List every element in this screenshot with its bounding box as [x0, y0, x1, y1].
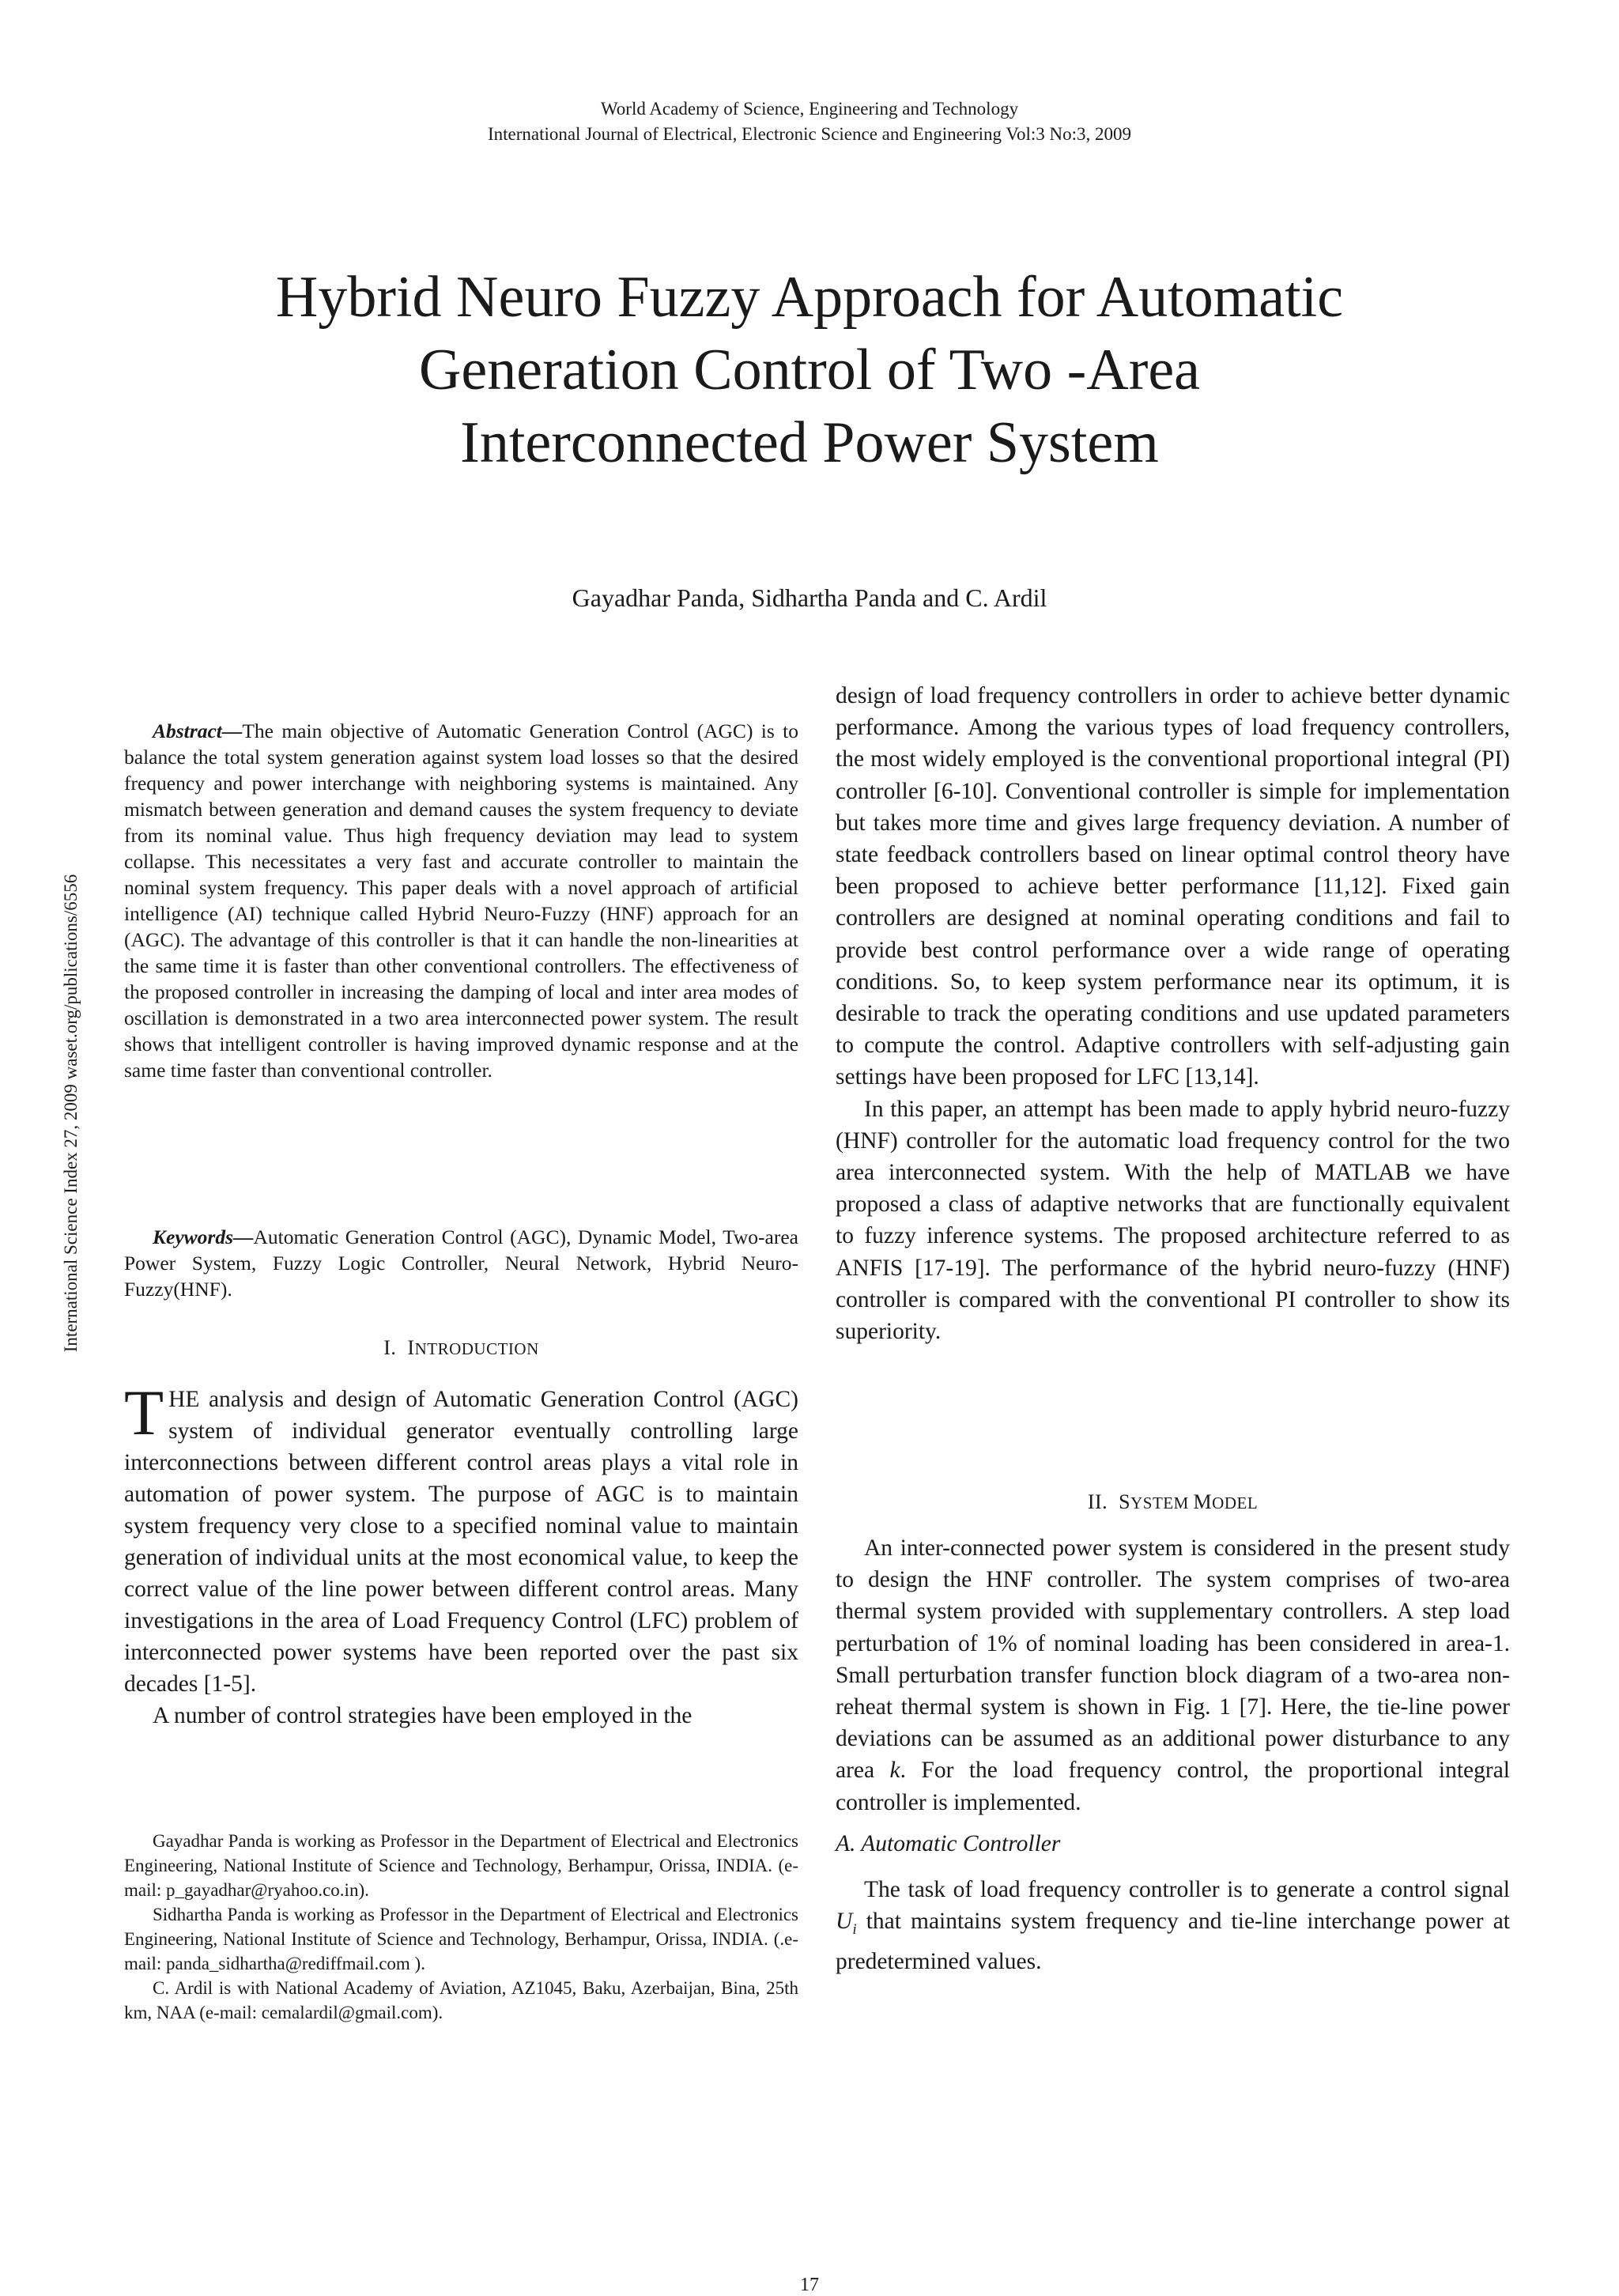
header-line-1: World Academy of Science, Engineering and Technology [600, 99, 1019, 119]
section-title-initial-2: M [1193, 1490, 1213, 1513]
section-title-rest: NTRODUCTION [414, 1339, 539, 1358]
footnote-3: C. Ardil is with National Academy of Aviation, AZ1045, Baku, Azerbaijan, Bina, 25th km, NAA (e-mail: cemalardil@gmail.com). [124, 1978, 798, 2022]
variable-u: U [836, 1909, 853, 1935]
section-heading-introduction [124, 1336, 798, 1360]
keywords-label: Keywords— [153, 1225, 254, 1248]
section-title-part-2: ODEL [1212, 1494, 1259, 1512]
abstract [124, 718, 798, 1083]
subsection-heading-automatic-controller: A. Automatic Controller [836, 1830, 1061, 1856]
introduction-body [124, 1376, 798, 1731]
section-number: I. [383, 1336, 397, 1359]
abstract-label: Abstract— [153, 719, 243, 742]
header-line-2: International Journal of Electrical, Electronic Science and Engineering Vol:3 No:3, 2009 [487, 124, 1132, 144]
drop-cap: T [124, 1376, 164, 1448]
abstract-text: The main objective of Automatic Generation Control (AGC) is to balance the total system generation against system load losses so that the desired frequency and power interchange with neighboring systems is maintained. Any mismatch between generation and demand causes the system frequency to deviate from its nominal value. Thus high frequency deviation may lead to system collapse. This necessitates a very fast and accurate controller to maintain the nominal system frequency. This paper deals with a novel approach of artificial intelligence (AI) technique called Hybrid Neuro-Fuzzy (HNF) approach for an (AGC). The advantage of this controller is that it can handle the non-linearities at the same time it is faster than other conventional controllers. The effectiveness of the proposed controller in increasing the damping of local and inter area modes of oscillation is demonstrated in a two area interconnected power system. The result shows that intelligent controller is having improved dynamic response and at the same time faster than conventional controller. [124, 719, 798, 1082]
system-model-body [836, 1532, 1510, 1978]
section-title-part: YSTEM [1130, 1494, 1194, 1512]
keywords-text: Automatic Generation Control (AGC), Dynamic Model, Two-area Power System, Fuzzy Logic Controller, Neural Network, Hybrid Neuro-Fuzzy(HNF). [124, 1225, 798, 1301]
automatic-controller-paragraph: The task of load frequency controller is to generate a control signal $U_i$ that maintains system frequency and tie-line interchange power at predetermined values. [836, 1877, 1510, 1975]
section-number: II. [1087, 1490, 1108, 1513]
title-line-3: Interconnected Power System [460, 410, 1159, 475]
system-model-paragraph: An inter-connected power system is considered in the present study to design the HNF controller. The system comprises of two-area thermal system provided with supplementary controllers. A step load perturbation of 1% of nominal loading has been considered in area-1. Small perturbation transfer function block diagram of a two-area non-reheat thermal system is shown in Fig. 1 [7]. Here, the tie-line power deviations can be assumed as an additional power disturbance to any area k. For the load frequency control, the proportional integral controller is implemented. [836, 1535, 1511, 1815]
intro-paragraph-1: HE analysis and design of Automatic Generation Control (AGC) system of individual generator eventually controlling large interconnections between different control areas plays a vital role in automation of power system. The purpose of AGC is to maintain system frequency very close to a specified nominal value to maintain generation of individual units at the most economical value, to keep the correct value of the line power between different control areas. Many investigations in the area of Load Frequency Control (LFC) problem of interconnected power systems have been reported over the past six decades [1-5]. [124, 1387, 798, 1697]
footnote-1: Gayadhar Panda is working as Professor in the Department of Electrical and Electronics Engineering, National Institute of Science and Technology, Berhampur, Orissa, INDIA. (e-mail: p_gayadhar@ryahoo.co.in). [124, 1831, 798, 1900]
footnote-2: Sidhartha Panda is working as Professor in the Department of Electrical and Electronics Engineering, National Institute of Science and Technology, Berhampur, Orissa, INDIA. (.e-mail: panda_sidhartha@rediffmail.com ). [124, 1905, 798, 1973]
paper-title [174, 261, 1445, 479]
right-paragraph-1: design of load frequency controllers in order to achieve better dynamic performance. Among the various types of load frequency controllers, the most widely employed is the conventional proportional integral (PI) controller [6-10]. Conventional controller is simple for implementation but takes more time and gives large frequency deviation. A number of state feedback controllers based on linear optimal control theory have been proposed to achieve better performance [11,12]. Fixed gain controllers are designed at nominal operating conditions and fail to provide best control performance over a wide range of operating conditions. So, to keep system performance near its optimum, it is desirable to track the operating conditions and use updated parameters to compute the control. Adaptive controllers with self-adjusting gain settings have been proposed for LFC [13,14]. [836, 683, 1510, 1090]
variable-k: k [889, 1758, 900, 1784]
right-paragraph-2: In this paper, an attempt has been made to apply hybrid neuro-fuzzy (HNF) controller for the automatic load frequency control for the two area interconnected system. With the help of MATLAB we have proposed a class of adaptive networks that are functionally equivalent to fuzzy inference systems. The proposed architecture referred to as ANFIS [17-19]. The performance of the hybrid neuro-fuzzy (HNF) controller is compared with the conventional PI controller to show its superiority. [836, 1096, 1510, 1345]
sidebar-text: International Science Index 27, 2009 waset.org/publications/6556 [61, 874, 81, 1353]
author-footnotes [124, 1829, 798, 2025]
title-line-1: Hybrid Neuro Fuzzy Approach for Automatic [275, 265, 1344, 330]
variable-subscript-i: i [852, 1921, 857, 1939]
right-column-body [836, 680, 1510, 1347]
section-title-initial: I [407, 1336, 415, 1359]
title-line-2: Generation Control of Two -Area [418, 338, 1201, 402]
page-number: 17 [800, 2275, 819, 2295]
authors: Gayadhar Panda, Sidhartha Panda and C. Ardil [572, 583, 1047, 612]
intro-paragraph-2: A number of control strategies have been employed in the [153, 1703, 693, 1728]
section-title-initial: S [1119, 1490, 1131, 1513]
keywords [124, 1224, 798, 1302]
section-heading-system-model [836, 1490, 1510, 1514]
